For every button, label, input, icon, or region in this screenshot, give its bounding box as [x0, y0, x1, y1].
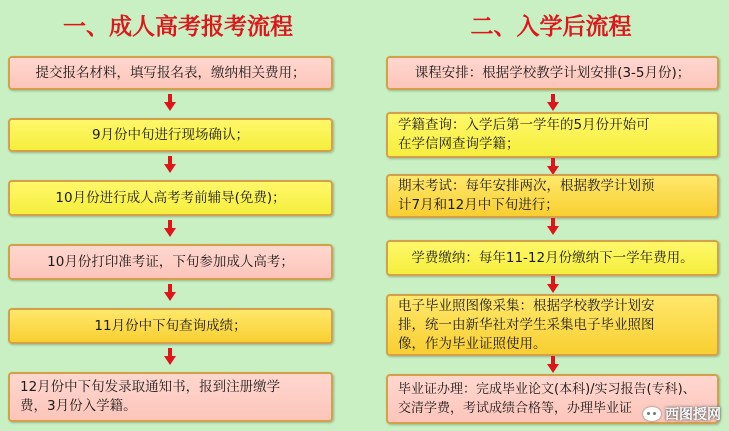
- step-text-line: 像，作为毕业证照使用。: [398, 335, 547, 352]
- step-text-line: 电子毕业照图像采集：根据学校教学计划安: [398, 297, 655, 314]
- step-text: 学费缴纳：每年11-12月份缴纳下一学年费用。: [411, 249, 694, 266]
- left-step-3: [8, 180, 333, 216]
- watermark: [643, 403, 721, 425]
- step-text-line: 期末考试：每年安排两次，根据教学计划预: [398, 178, 655, 194]
- step-text-line: 交清学费，考试成绩合格等，办理毕业证: [398, 401, 633, 416]
- flow-arrow-down: [164, 164, 176, 173]
- step-text-line: 在学信网查询学籍；: [398, 136, 520, 152]
- right-step-3: [386, 174, 719, 218]
- watermark-text: 西图授网: [665, 407, 721, 423]
- step-text-line: 12月份中下旬发录取通知书，报到注册缴学: [20, 379, 281, 395]
- step-text: 提交报名材料，填写报名表，缴纳相关费用；: [35, 64, 306, 81]
- flow-arrow-down: [164, 292, 176, 301]
- step-text: 9月份中旬进行现场确认；: [91, 126, 250, 143]
- flow-arrow-down: [164, 102, 176, 111]
- left-title: 一、成人高考报考流程: [63, 14, 293, 40]
- wechat-icon: [643, 407, 661, 421]
- flow-arrow-down: [547, 284, 559, 293]
- left-step-1: [8, 56, 333, 90]
- step-text: 10月份打印准考证，下旬参加成人高考；: [47, 253, 294, 270]
- step-text: 课程安排：根据学校教学计划安排(3-5月份)；: [414, 64, 691, 81]
- left-step-5: [8, 308, 333, 344]
- right-step-2: [386, 112, 719, 158]
- step-text-line: 排，统一由新华社对学生采集电子毕业照图: [398, 316, 655, 333]
- right-title: 二、入学后流程: [470, 14, 632, 40]
- step-text-line: 毕业证办理：完成毕业论文(本科)/实习报告(专科)、: [398, 382, 696, 397]
- flow-arrow-down: [547, 364, 559, 373]
- flow-arrow-down: [547, 102, 559, 111]
- left-step-4: [8, 244, 333, 280]
- left-step-2: [8, 118, 333, 152]
- left-step-6: [8, 372, 333, 422]
- right-step-1: [386, 56, 719, 90]
- step-text-line: 计7月和12月中下旬进行；: [398, 197, 559, 213]
- step-text: 11月份中下旬查询成绩；: [94, 317, 247, 334]
- flow-arrow-down: [547, 226, 559, 235]
- right-step-5: [386, 294, 719, 356]
- right-step-4: [386, 240, 719, 276]
- flow-arrow-down: [164, 228, 176, 237]
- step-text-line: 学籍查询：入学后第一学年的5月份开始可: [398, 117, 650, 133]
- step-text: 10月份进行成人高考考前辅导(免费)；: [55, 189, 286, 206]
- flow-arrow-down: [164, 356, 176, 365]
- step-text-line: 费，3月份入学籍。: [20, 398, 137, 414]
